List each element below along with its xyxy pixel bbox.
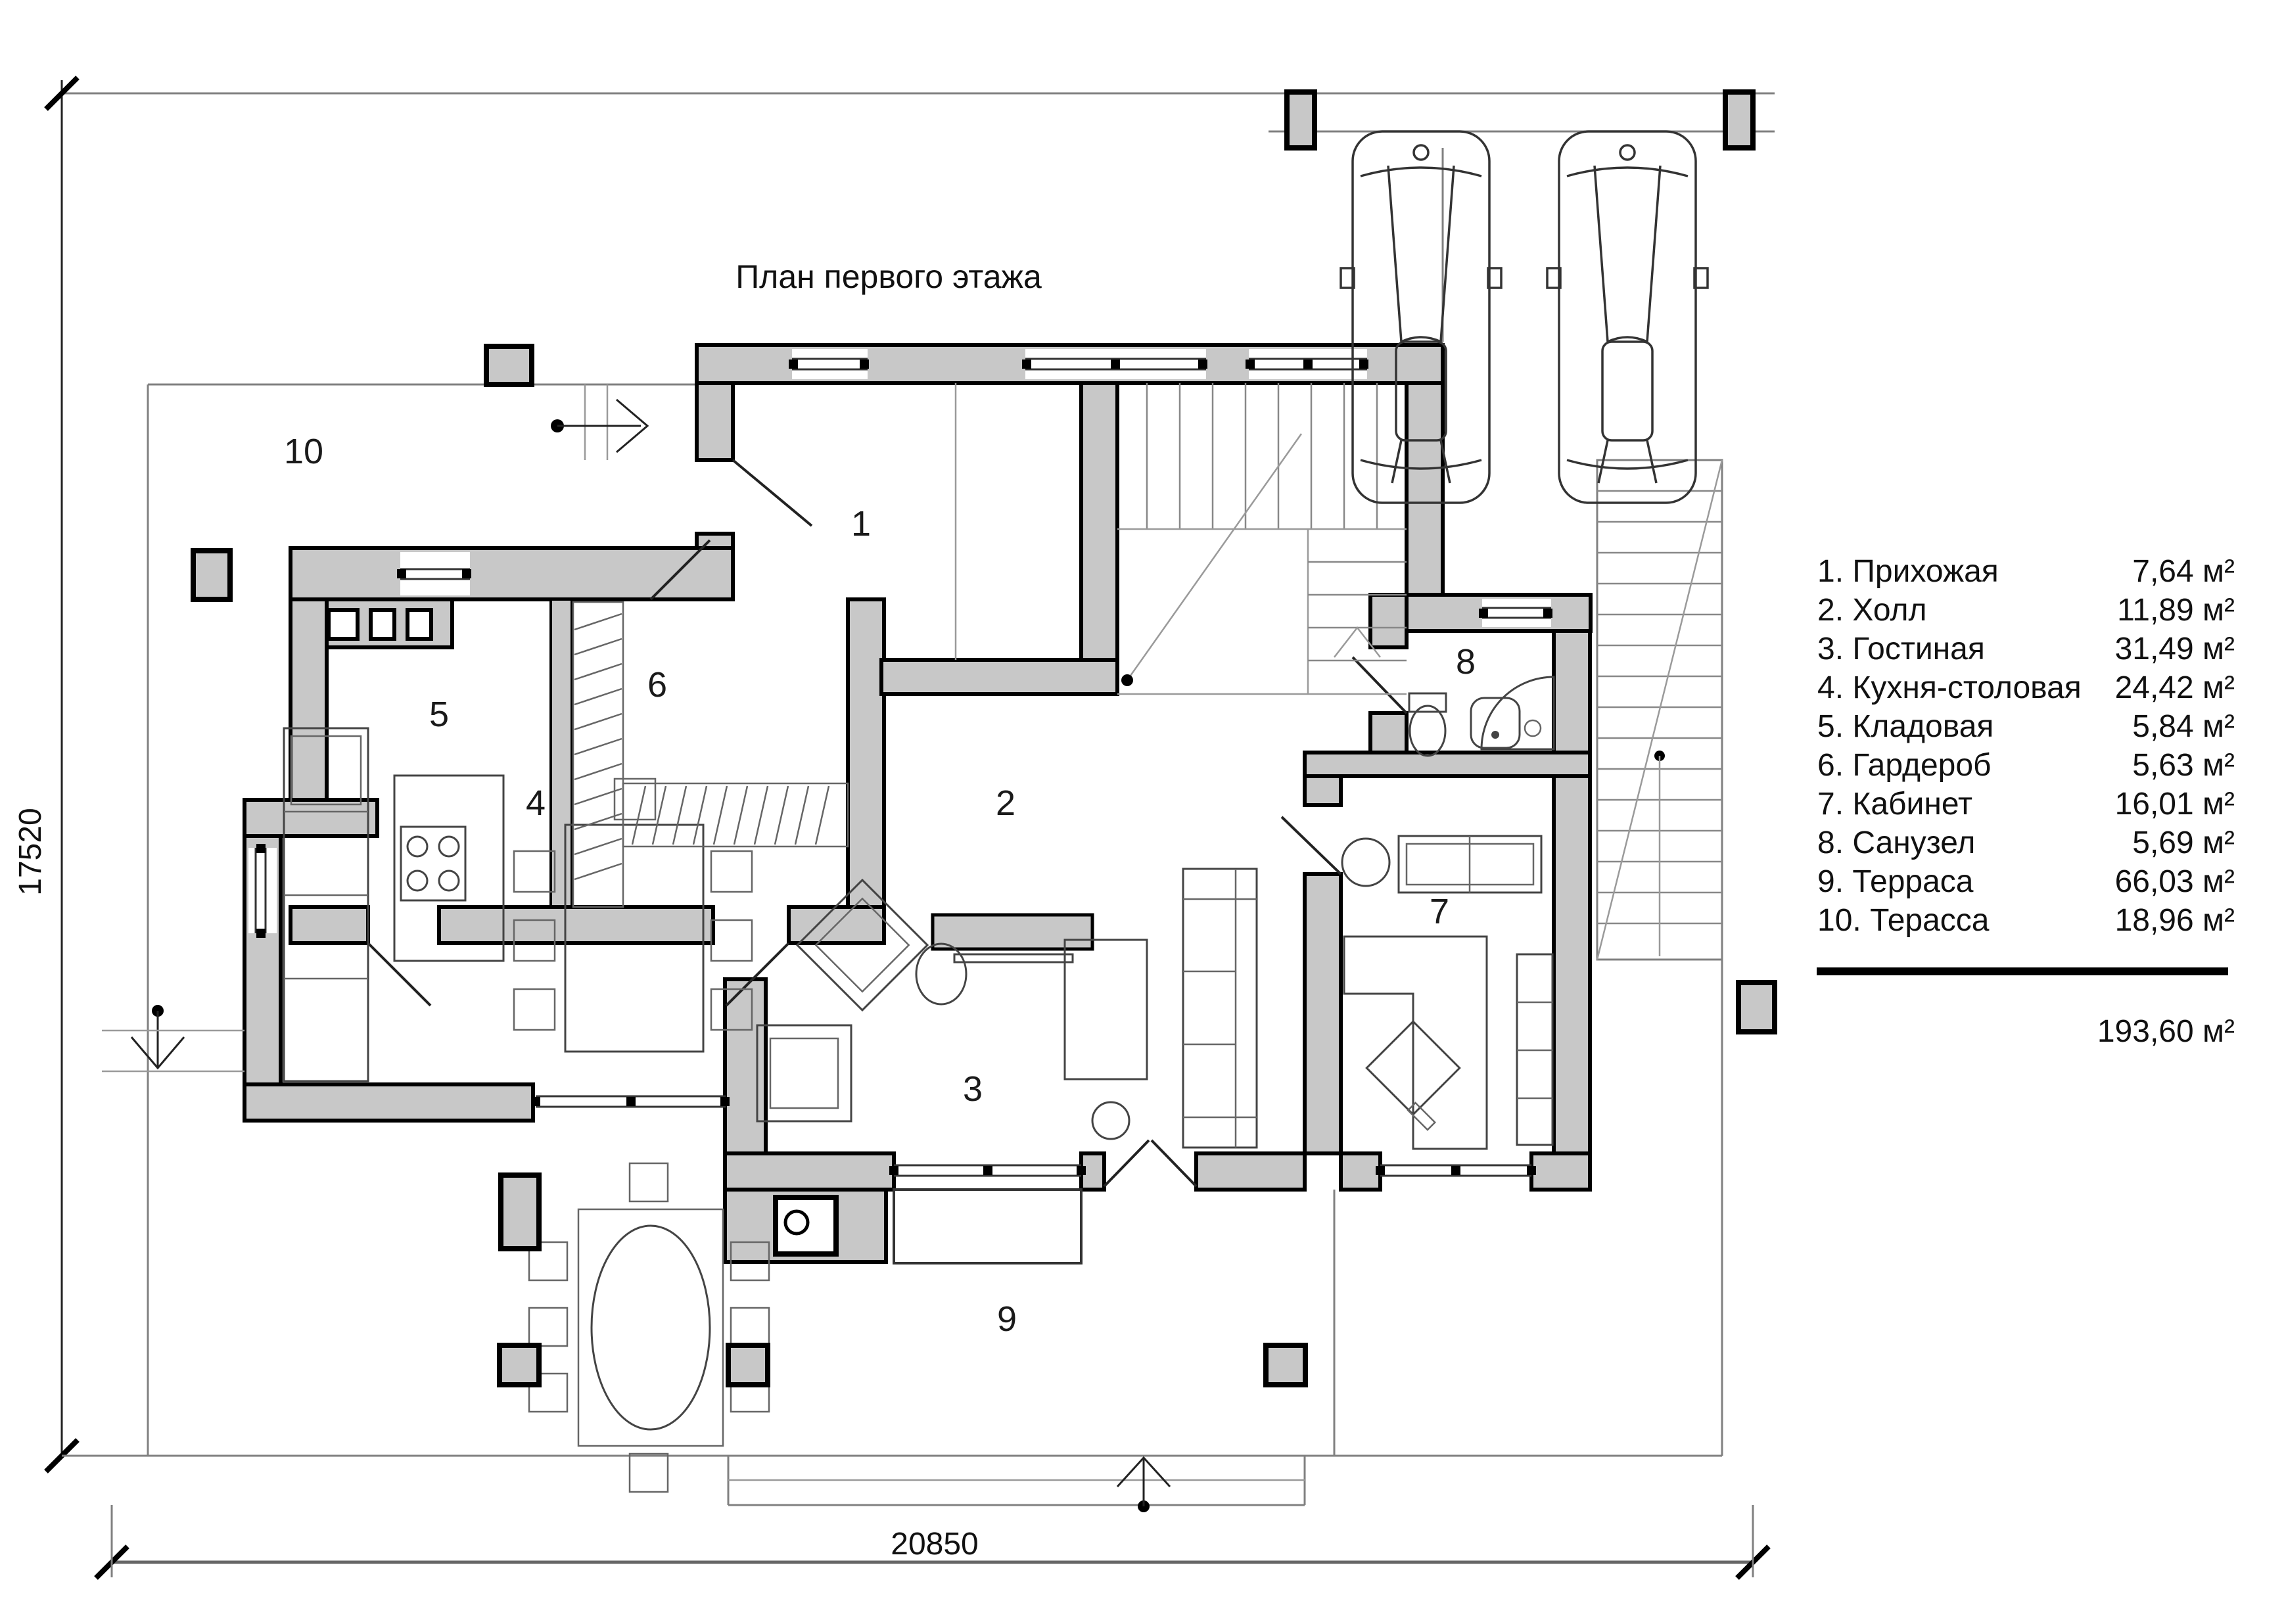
room-label-10: 10 — [283, 432, 324, 471]
room-label-4: 4 — [525, 783, 546, 823]
legend-row — [1817, 709, 2235, 744]
legend-row — [1817, 554, 2235, 589]
svg-text:2. Холл: 2. Холл — [1817, 593, 1927, 628]
interior-stair — [956, 383, 1407, 694]
svg-text:18,96 м²: 18,96 м² — [2114, 903, 2235, 938]
legend-row — [1817, 593, 2235, 628]
svg-text:10. Терасса: 10. Терасса — [1817, 903, 1990, 938]
legend-row — [1817, 825, 2235, 860]
svg-text:7. Кабинет: 7. Кабинет — [1817, 787, 1972, 822]
svg-text:7,64 м²: 7,64 м² — [2132, 554, 2235, 589]
room-label-3: 3 — [962, 1069, 983, 1109]
office-furniture — [1342, 836, 1552, 1149]
svg-text:8. Санузел: 8. Санузел — [1817, 825, 1976, 860]
svg-text:66,03 м²: 66,03 м² — [2114, 864, 2235, 899]
bathroom-fixtures — [1409, 677, 1554, 756]
room-label-9: 9 — [996, 1299, 1017, 1339]
dim-height-label: 17520 — [13, 808, 48, 896]
cars — [1341, 131, 1708, 503]
room-label-7: 7 — [1429, 892, 1450, 931]
legend-row — [1817, 748, 2235, 783]
room-label-1: 1 — [851, 504, 872, 544]
svg-text:4. Кухня-столовая: 4. Кухня-столовая — [1817, 670, 2082, 705]
room-label-6: 6 — [647, 665, 668, 705]
svg-text:5,69 м²: 5,69 м² — [2132, 825, 2235, 860]
legend-row — [1817, 864, 2235, 899]
room-label-8: 8 — [1455, 642, 1476, 682]
svg-text:3. Гостиная: 3. Гостиная — [1817, 632, 1985, 666]
svg-text:16,01 м²: 16,01 м² — [2114, 787, 2235, 822]
svg-text:5,84 м²: 5,84 м² — [2132, 709, 2235, 744]
legend-row — [1817, 670, 2235, 705]
tv-console — [933, 915, 1092, 949]
main-entry-arrow — [551, 400, 647, 452]
svg-text:11,89 м²: 11,89 м² — [2117, 593, 2235, 628]
svg-text:31,49 м²: 31,49 м² — [2114, 632, 2235, 666]
svg-text:5. Кладовая: 5. Кладовая — [1817, 709, 1994, 744]
svg-text:1. Прихожая: 1. Прихожая — [1817, 554, 1999, 589]
furniture — [284, 602, 1554, 1492]
dim-width-label: 20850 — [891, 1527, 979, 1562]
svg-text:9. Терраса: 9. Терраса — [1817, 864, 1974, 899]
room-label-5: 5 — [429, 695, 450, 734]
exterior-stair — [1597, 460, 1722, 960]
legend-row — [1817, 787, 2235, 822]
walls — [245, 345, 1591, 1263]
car-2 — [1547, 131, 1708, 503]
svg-text:5,63 м²: 5,63 м² — [2132, 748, 2235, 783]
tv — [954, 954, 1073, 962]
side-entry-arrow — [102, 1005, 245, 1071]
living-furniture — [757, 869, 1257, 1148]
legend-row — [1817, 632, 2235, 666]
legend-row — [1817, 903, 2235, 938]
svg-text:24,42 м²: 24,42 м² — [2114, 670, 2235, 705]
room-label-2: 2 — [995, 783, 1016, 823]
plan-title: План первого этажа — [735, 258, 1042, 295]
legend — [1817, 554, 2235, 1049]
legend-separator — [1817, 967, 2228, 975]
svg-text:6. Гардероб: 6. Гардероб — [1817, 748, 1992, 783]
legend-total: 193,60 м² — [2097, 1014, 2235, 1049]
